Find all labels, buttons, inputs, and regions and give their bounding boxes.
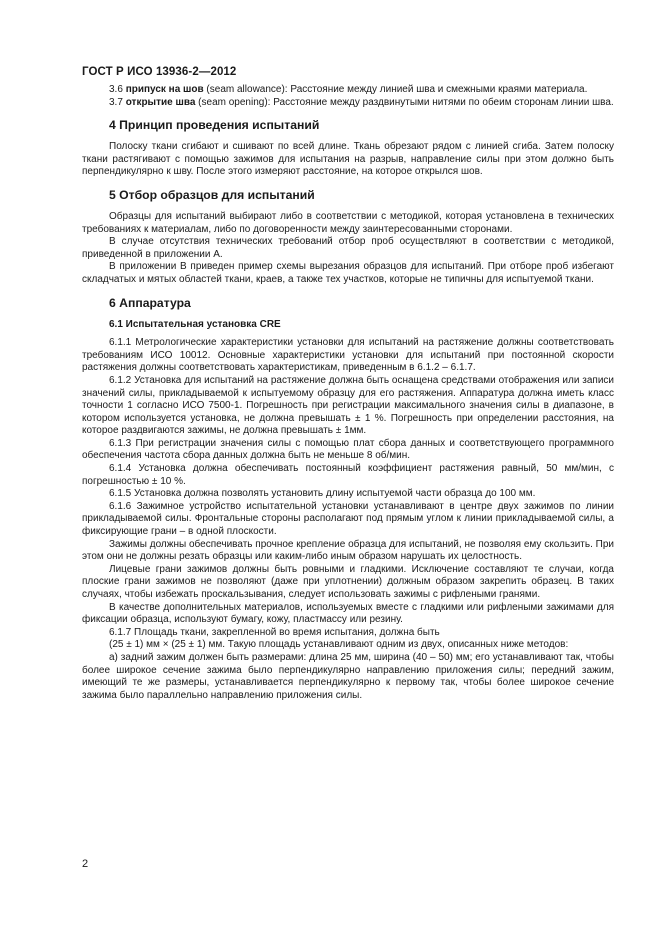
section-6-title: 6 Аппаратура (109, 295, 191, 310)
clause-6-1-7-method-a: а) задний зажим должен быть размерами: длина 25 мм, ширина (40 – 50) мм; его устанавливают так, чтобы более широкое сечение зажима было перпендикулярно направлению приложения силы; передний зажим, имеющий те же размеры, устанавливается перпендикулярно к первому так, чтобы более широкое сечение зажима было параллельно направлению приложения силы. (82, 651, 614, 701)
clause-6-1-2: 6.1.2 Установка для испытаний на растяжение должна быть оснащена средствами отображения или записи значений силы, прикладываемой к испытуемому образцу для его растяжения. Аппаратура должна иметь класс точности 1 согласно ИСО 7500-1. Погрешность при регистрации максимального значения силы в диапазоне, в котором используется установка, не должна превышать ± 1 %. Погрешность при определении расстояния, на которое раздвигаются зажимы, не должна превышать ± 1мм. (82, 374, 614, 437)
section-5-paragraph-1: Образцы для испытаний выбирают либо в соответствии с методикой, которая установлена в технических требованиях к материалам, либо по договоренности между заинтересованными сторонами. (82, 210, 614, 235)
clause-6-1-6-materials: В качестве дополнительных материалов, используемых вместе с гладкими или рифлеными зажимами для фиксации образца, используют бумагу, кожу, пластмассу или резину. (82, 601, 614, 626)
clause-6-1-5: 6.1.5 Установка должна позволять установить длину испытуемой части образца до 100 мм. (109, 488, 536, 500)
section-5-paragraph-2: В случае отсутствия технических требований отбор проб осуществляют в соответствии с методикой, приведенной в приложении А. (82, 236, 614, 260)
section-5-title: 5 Отбор образцов для испытаний (109, 187, 315, 202)
page-number: 2 (82, 858, 89, 870)
section-4-paragraph: Полоску ткани сгибают и сшивают по всей длине. Ткань обрезают рядом с линией сгиба. Затем полоску ткани растягивают с помощью зажимов для испытания на разрыв, направление силы при этом должно быть перпендикулярно к шву. После этого измеряют расстояние, на которое открылся шов. (82, 141, 614, 178)
clause-6-1-6: 6.1.6 Зажимное устройство испытательной установки устанавливают в центре двух зажимов по линии прикладываемой силы. Фронтальные стороны располагают под прямым углом к линии прикладываемой силы, а фиксирующие грани – в одной плоскости. (82, 500, 614, 538)
definition-number: 3.7 (109, 96, 123, 108)
page-header: ГОСТ Р ИСО 13936-2—2012 (82, 66, 237, 78)
section-4-title: 4 Принцип проведения испытаний (109, 118, 320, 133)
definition-3-7 (82, 97, 614, 110)
definition-term: припуск на шов (125, 84, 204, 95)
clause-6-1-3: 6.1.3 При регистрации значения силы с помощью плат сбора данных и соответствующего программного обеспечения частота сбора данных должна быть не меньше 8 об/мин. (82, 437, 614, 462)
clause-6-1-6-clamps: Зажимы должны обеспечивать прочное крепление образца для испытаний, не позволяя ему скользить. При этом они не должны резать образцы или каким-либо иным образом нарушать их целостность. (82, 538, 614, 563)
clause-6-1-6-faces: Лицевые грани зажимов должны быть ровными и гладкими. Исключение составляют те случаи, когда плоские грани зажимов не позволяют (даже при уплотнении) должным образом закрепить образец. В таких случаях, чтобы избежать проскальзывания, следует использовать зажимы с рифлеными гранями. (82, 563, 614, 600)
definition-text: (seam opening): Расстояние между раздвинутыми нитями по обеим сторонам линии шва. (195, 96, 614, 108)
clause-6-1-7: 6.1.7 Площадь ткани, закрепленной во время испытания, должна быть (109, 626, 440, 638)
section-5-paragraph-3: В приложении В приведен пример схемы вырезания образцов для испытаний. При отборе проб избегают складчатых и мятых областей ткани, краев, а также тех участков, которые не типичны для испытуемой ткани. (82, 261, 614, 285)
definition-3-6 (82, 84, 614, 97)
definition-term: открытие шва (125, 96, 196, 108)
clause-6-1-4: 6.1.4 Установка должна обеспечивать постоянный коэффициент растяжения равный, 50 мм/мин, с погрешностью ± 10 %. (82, 463, 614, 487)
clause-6-1-1: 6.1.1 Метрологические характеристики установки для испытаний на растяжение должны соответствовать требованиям ИСО 10012. Основные характеристики установки для испытаний при постоянной скорости растяжения должны соответствовать характеристикам, приведенным в 6.1.2 – 6.1.7. (82, 337, 614, 374)
definition-text: (seam allowance): Расстояние между линией шва и смежными краями материала. (203, 84, 588, 95)
definition-number: 3.6 (109, 84, 123, 95)
subsection-6-1-title: 6.1 Испытательная установка CRE (109, 318, 281, 330)
page-content (82, 84, 614, 702)
clause-6-1-7-area: (25 ± 1) мм × (25 ± 1) мм. Такую площадь устанавливают одним из двух, описанных ниже методов: (109, 639, 569, 651)
